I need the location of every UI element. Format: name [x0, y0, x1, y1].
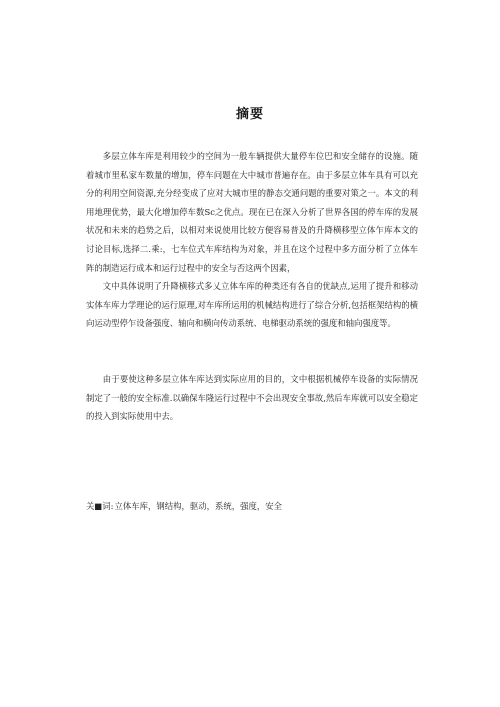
paragraph-text: 多层立体车库是利用较少的空间为一般车辆提供大量停车位巴和安全储存的设施。随着城市里私家车数量的增加，停车问题在大中城市普遍存在。由于多层立体车具有可以充分的利用空间资源,充分经变成了应对大城市里的静态交通问题的重要对策之一。本文的利用地理优势，最大化增加停车数Sc之优点。现在已在深入分析了世界各国的停车库的发展状况和未来的趋势之后，以相对来说使用比较方便容易普及的升降横移型立体乍库本文的讨论目标,选择二.乘:，七车位式车库结构为对象，并且在这个过程中多方面分析了立体车阵的制造运行成本和运行过程中的安全与否这两个因素，: [86, 151, 418, 273]
keywords-list: 立体车库，钢结构，驱动，系统，强度，安全: [114, 501, 282, 511]
paragraph-text: 由于要使这种多层立体车库达到实际应用的目的，文中根据机械停车设备的实际情况制定了一般的安全标准.以确保车隆运行过程中不会出现安全事故,然后车库就可以安全稳定的投入到实际使用中去。: [86, 374, 418, 422]
paragraph-text: 文中具体说明了升降横移式多乂立体车库的种类还有各自的优缺点,运用了提升和移动实体车库力学理论的运行原理,对车库所运用的机械结构进行了综合分析,包括框架结构的横向运动型停乍设备强度、轴向和横向传动系统、电梯驱动系统的强度和轴向强度等。: [86, 281, 418, 329]
abstract-paragraph-3: [86, 370, 418, 426]
keywords-label: 关■词:: [86, 501, 114, 511]
page-title: 摘要: [235, 107, 264, 122]
abstract-paragraph-1: [86, 147, 418, 277]
abstract-paragraph-2: [86, 277, 418, 333]
keywords-line: [86, 499, 282, 513]
